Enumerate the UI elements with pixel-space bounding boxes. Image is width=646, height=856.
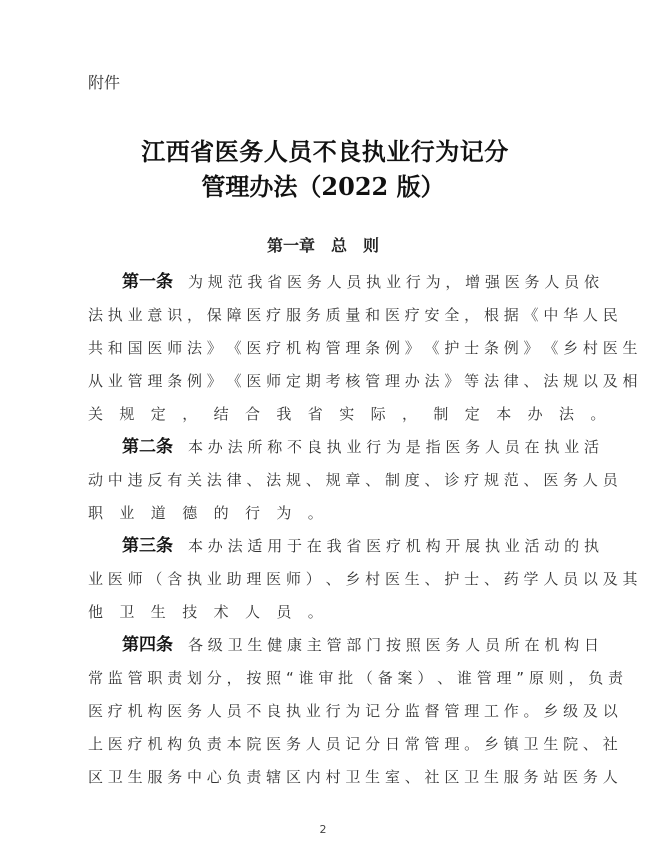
article-first-line	[88, 530, 599, 563]
article-line: 业 医 师 （ 含 执 业 助 理 医 师 ） 、 乡 村 医 生 、 护 士 、 药 学 人 员 以 及 其	[88, 570, 638, 588]
article-line: 从 业 管 理 条 例 》 《 医 师 定 期 考 核 管 理 办 法 》 等 法 律 、 法 规 以 及 相	[88, 372, 638, 390]
document-title	[0, 134, 646, 204]
article-line: 他卫生技术人员。	[88, 603, 340, 621]
page-number: 2	[319, 823, 327, 836]
article-first-line	[88, 629, 599, 662]
article-heading: 第四条	[122, 635, 173, 655]
title-line-1: 江西省医务人员不良执业行为记分	[141, 137, 509, 166]
article-1	[88, 266, 638, 431]
article-heading: 第二条	[122, 437, 173, 457]
article-line: 动 中 违 反 有 关 法 律 、 法 规 、 规 章 、 制 度 、 诊 疗 规 范 、 医 务 人 员	[88, 471, 618, 489]
title-line-2: 管理办法（2022 版）	[201, 172, 445, 201]
attachment-label: 附件	[88, 73, 121, 92]
article-3	[88, 530, 638, 629]
article-line: 医 疗 机 构 医 务 人 员 不 良 执 业 行 为 记 分 监 督 管 理 工 作 。 乡 级 及 以	[88, 702, 618, 720]
article-4	[88, 629, 624, 794]
article-2	[88, 431, 618, 530]
article-line: 关规定，结合我省实际，制定本办法。	[88, 405, 622, 423]
article-line: 上 医 疗 机 构 负 责 本 院 医 务 人 员 记 分 日 常 管 理 。 乡 镇 卫 生 院 、 社	[88, 735, 618, 753]
chapter-heading: 第一章 总 则	[266, 236, 379, 255]
article-line: 职业道德的行为。	[88, 504, 340, 522]
article-heading: 第三条	[122, 536, 173, 556]
article-text: 各 级 卫 生 健 康 主 管 部 门 按 照 医 务 人 员 所 在 机 构 日	[188, 636, 599, 654]
article-heading: 第一条	[122, 272, 173, 292]
document-body	[88, 266, 638, 794]
article-line: 法 执 业 意 识 ， 保 障 医 疗 服 务 质 量 和 医 疗 安 全 ， 根 据 《 中 华 人 民	[88, 306, 618, 324]
article-text: 为 规 范 我 省 医 务 人 员 执 业 行 为 ， 增 强 医 务 人 员 依	[188, 273, 599, 291]
article-first-line	[88, 266, 599, 299]
article-line: 共 和 国 医 师 法 》 《 医 疗 机 构 管 理 条 例 》 《 护 士 条 例 》 《 乡 村 医 生	[88, 339, 638, 357]
article-text: 本 办 法 适 用 于 在 我 省 医 疗 机 构 开 展 执 业 活 动 的 执	[188, 537, 599, 555]
article-line: 区 卫 生 服 务 中 心 负 责 辖 区 内 村 卫 生 室 、 社 区 卫 生 服 务 站 医 务 人	[88, 768, 618, 786]
article-text: 本 办 法 所 称 不 良 执 业 行 为 是 指 医 务 人 员 在 执 业 活	[188, 438, 599, 456]
article-line: 常 监 管 职 责 划 分 ， 按 照 “ 谁 审 批 （ 备 案 ） 、 谁 管 理 ” 原 则 ， 负 责	[88, 669, 624, 687]
article-first-line	[88, 431, 599, 464]
